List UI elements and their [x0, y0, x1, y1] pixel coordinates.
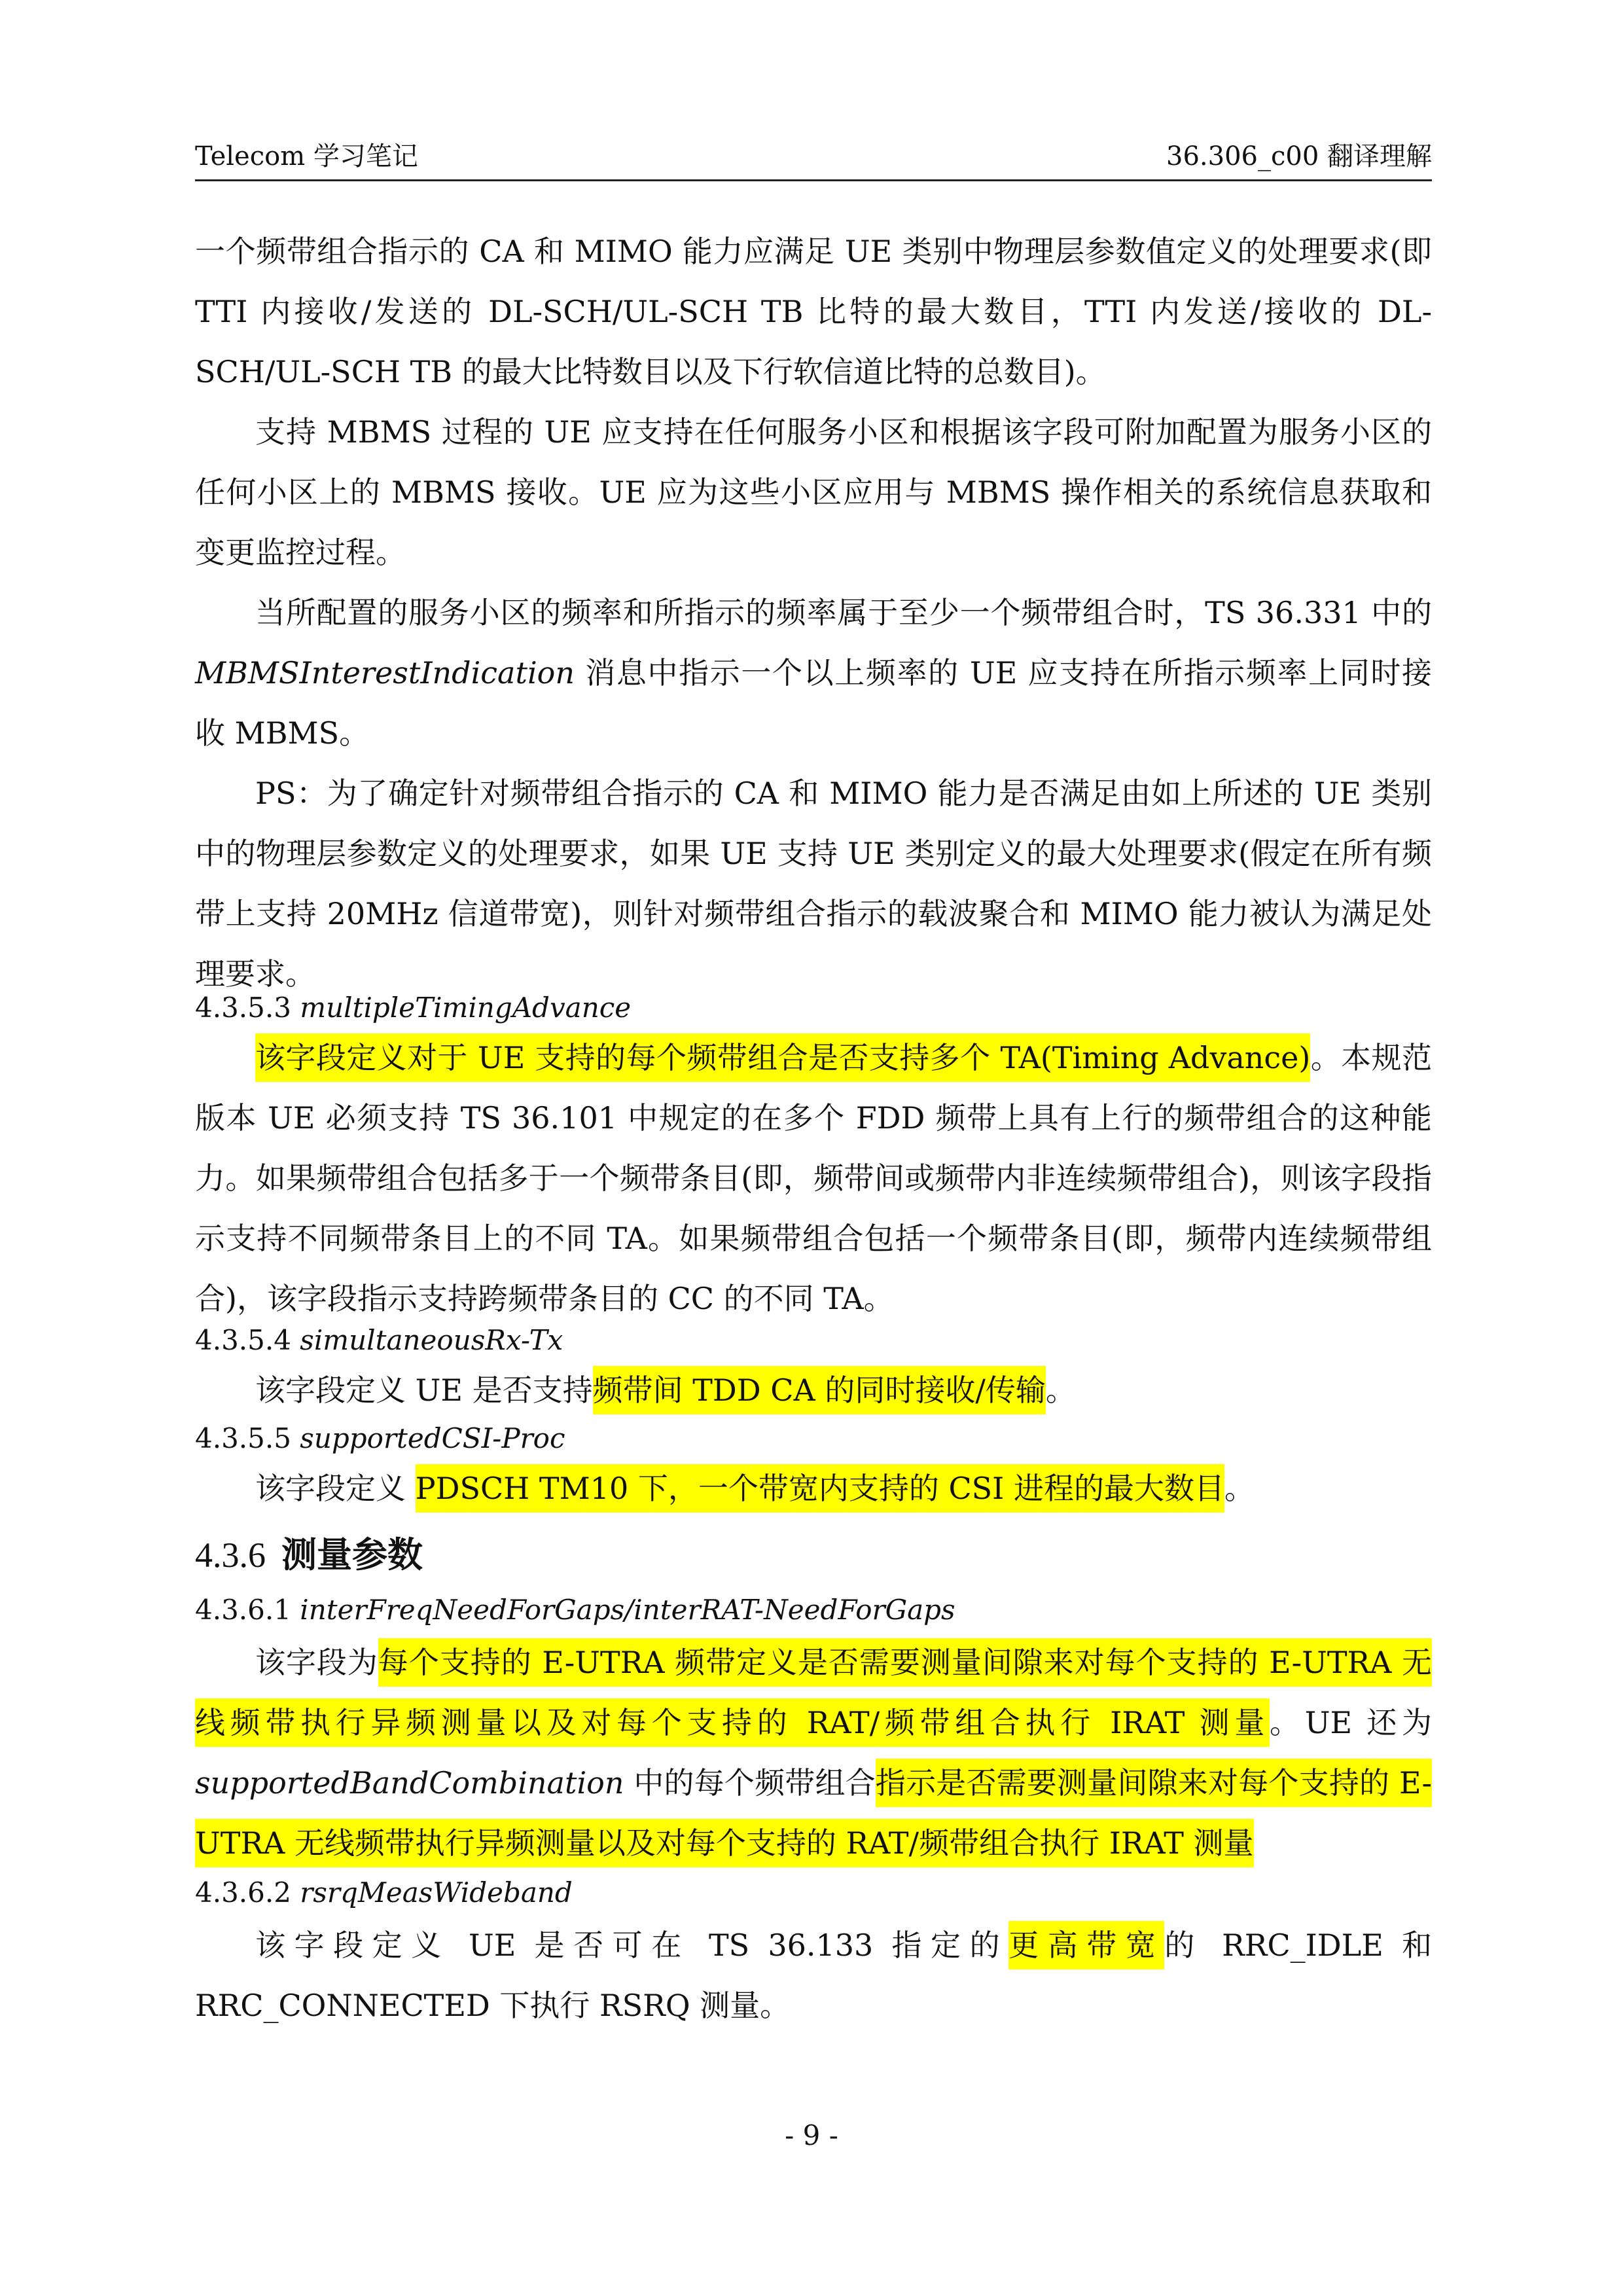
paragraph-text: 当所配置的服务小区的频率和所指示的频率属于至少一个频带组合时，TS 36.331 中的 MBMSInterestIndication 消息中指示一个以上频率的 UE 应支持在所指示频率上同时接收 MBMS。: [195, 595, 1432, 751]
running-header: [195, 136, 1432, 181]
paragraph-need-for-gaps: [195, 1632, 1432, 1873]
paragraph-ca-mimo: [195, 221, 1432, 402]
paragraph-csi-proc: [195, 1458, 1432, 1518]
paragraph-mbms-interest: [195, 583, 1432, 763]
paragraph-text: 该字段定义对于 UE 支持的每个频带组合是否支持多个 TA(Timing Advance)。本规范版本 UE 必须支持 TS 36.101 中规定的在多个 FDD 频带上具有上行的频带组合的这种能力。如果频带组合包括多于一个频带条目(即，频带间或频带内非连续频带组合)，则该字段指示支持不同频带条目上的不同 TA。如果频带组合包括一个频带条目(即，频带内连续频带组合)，该字段指示支持跨频带条目的 CC 的不同 TA。: [195, 1028, 1432, 1329]
paragraph-text: PS：为了确定针对频带组合指示的 CA 和 MIMO 能力是否满足由如上所述的 UE 类别中的物理层参数定义的处理要求，如果 UE 支持 UE 类别定义的最大处理要求(假定在所有频带上支持 20MHz 信道带宽)，则针对频带组合指示的载波聚合和 MIMO 能力被认为满足处理要求。: [195, 776, 1432, 992]
section-4-3-5-5: 4.3.5.5 supportedCSI-Proc: [195, 1422, 565, 1454]
section-4-3-5-3: 4.3.5.3 multipleTimingAdvance: [195, 992, 632, 1024]
paragraph-rsrq-wideband: [195, 1915, 1432, 2036]
highlight: PDSCH TM10 下，一个带宽内支持的 CSI 进程的最大数目: [416, 1464, 1224, 1513]
highlight: 频带间 TDD CA 的同时接收/传输: [593, 1366, 1046, 1414]
paragraph-rx-tx: [195, 1360, 1432, 1420]
highlight: 指示是否需要测量间隙来对每个支持的 E-UTRA 无线频带执行异频测量以及对每个支持的 RAT/频带组合执行 IRAT 测量: [195, 1759, 1432, 1867]
paragraph-text: 一个频带组合指示的 CA 和 MIMO 能力应满足 UE 类别中物理层参数值定义的处理要求(即 TTI 内接收/发送的 DL-SCH/UL-SCH TB 比特的最大数目，TTI 内发送/接收的 DL-SCH/UL-SCH TB 的最大比特数目以及下行软信道比特的总数目)。: [195, 234, 1432, 389]
paragraph-text: 支持 MBMS 过程的 UE 应支持在任何服务小区和根据该字段可附加配置为服务小区的任何小区上的 MBMS 接收。UE 应为这些小区应用与 MBMS 操作相关的系统信息获取和变更监控过程。: [195, 414, 1432, 570]
header-right: 36.306_c00 翻译理解: [1166, 141, 1432, 171]
highlight: 每个支持的 E-UTRA 频带定义是否需要测量间隙来对每个支持的 E-UTRA 无线频带执行异频测量以及对每个支持的 RAT/频带组合执行 IRAT 测量: [195, 1638, 1432, 1747]
field-name-mbms-interest-indication: MBMSInterestIndication: [195, 655, 575, 691]
paragraph-multiple-ta: [195, 1028, 1432, 1329]
paragraph-text: 该字段定义 UE 是否支持频带间 TDD CA 的同时接收/传输。: [195, 1360, 1432, 1420]
highlight: 更高带宽: [1008, 1921, 1164, 1969]
paragraph-text: 该字段定义 PDSCH TM10 下，一个带宽内支持的 CSI 进程的最大数目。: [195, 1458, 1432, 1518]
section-4-3-6-1: 4.3.6.1 interFreqNeedForGaps/interRAT-NeedForGaps: [195, 1594, 955, 1626]
highlight: 该字段定义对于 UE 支持的每个频带组合是否支持多个 TA(Timing Advance): [255, 1033, 1310, 1082]
field-name-supported-band-combination: supportedBandCombination: [195, 1765, 624, 1801]
section-4-3-6-2: 4.3.6.2 rsrqMeasWideband: [195, 1876, 573, 1909]
section-heading-4-3-6: 4.3.6 测量参数: [195, 1534, 423, 1575]
paragraph-text: 该字段定义 UE 是否可在 TS 36.133 指定的更高带宽的 RRC_IDLE 和 RRC_CONNECTED 下执行 RSRQ 测量。: [195, 1915, 1432, 2036]
page-number: - 9 -: [785, 2119, 838, 2151]
section-4-3-5-4: 4.3.5.4 simultaneousRx-Tx: [195, 1324, 563, 1356]
paragraph-ps-note: [195, 763, 1432, 1004]
header-left: Telecom 学习笔记: [195, 141, 418, 171]
paragraph-text: 该字段为每个支持的 E-UTRA 频带定义是否需要测量间隙来对每个支持的 E-UTRA 无线频带执行异频测量以及对每个支持的 RAT/频带组合执行 IRAT 测量。UE 还为 supportedBandCombination 中的每个频带组合指示是否需要测量间隙来对每个支持的 E-UTRA 无线频带执行异频测量以及对每个支持的 RAT/频带组合执行 IRAT 测量: [195, 1632, 1432, 1873]
paragraph-mbms: [195, 402, 1432, 583]
